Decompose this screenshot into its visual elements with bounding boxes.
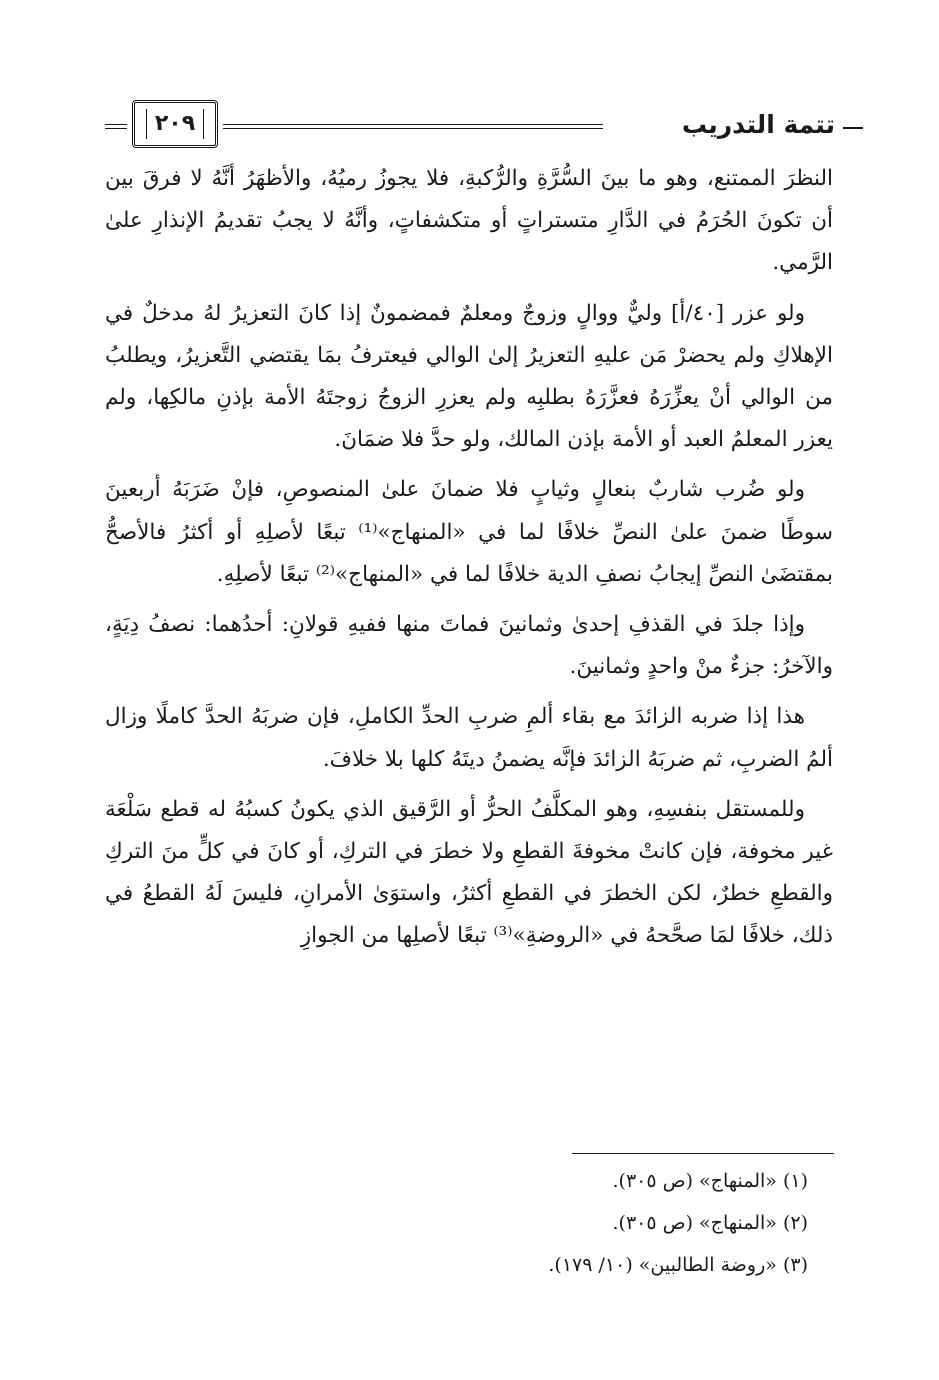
- page-header: [105, 96, 835, 156]
- paragraph: وإذا جلدَ في القذفِ إحدىٰ وثمانينَ فماتَ منها ففيهِ قولانِ: أحدُهما: نصفُ دِيَةٍ، والآخرُ: جزءٌ منْ واحدٍ وثمانينَ.: [105, 612, 833, 680]
- paragraph: هذا إذا ضربه الزائدَ مع بقاء ألمِ ضربِ الحدِّ الكاملِ، فإن ضربَهُ الحدَّ كاملًا وزال ألمُ الضربِ، ثم ضربَهُ الزائدَ فإنَّه يضمنُ ديتَهُ كلها بلا خلافَ.: [105, 704, 833, 772]
- footnote: (١) «المنهاج» (ص ٣٠٥).: [612, 1170, 808, 1192]
- header-rule: [223, 124, 603, 129]
- book-title: تتمة التدريب: [681, 110, 835, 139]
- title-dash: [843, 127, 863, 129]
- paragraph: النظرَ الممتنع، وهو ما بينَ السُّرَّةِ والرُّكبةِ، فلا يجوزُ رميُهُ، والأظهَرُ أنَّهُ لا فرقَ بين أن تكونَ الحُرَمُ في الدَّارِ متستراتٍ أو متكشفاتٍ، وأنَّهُ لا يجبُ تقديمُ الإنذارِ علىٰ الرَّمي.: [105, 166, 833, 276]
- main-text: [105, 158, 833, 966]
- footnotes: [106, 1160, 834, 1286]
- footnote: (٢) «المنهاج» (ص ٣٠٥).: [612, 1212, 808, 1234]
- footnote-separator: [572, 1153, 834, 1154]
- header-rule-left: [105, 124, 127, 129]
- paragraph: ولو ضُرب شاربٌ بنعالٍ وثيابٍ فلا ضمانَ علىٰ المنصوصِ، فإنْ ضَرَبَهُ أربعينَ سوطًا ضمنَ علىٰ النصِّ خلافًا لما في «المنهاج»⁽¹⁾ تبعًا لأصلِهِ أو أكثرُ فالأصحُّ بمقتضَىٰ النصِّ إيجابُ نصفِ الدية خلافًا لما في «المنهاج»⁽²⁾ تبعًا لأصلِهِ.: [105, 477, 833, 587]
- footnote: (٣) «روضة الطالبين» (١٠/ ١٧٩).: [548, 1254, 808, 1276]
- page-number: ٢٠٩: [146, 109, 204, 139]
- page-number-frame: [132, 100, 218, 148]
- paragraph: وللمستقل بنفسِهِ، وهو المكلَّفُ الحرُّ أو الرَّقيق الذي يكونُ كسبُهُ له قطع سَلْعَة غير مخوفة، فإن كانتْ مخوفةَ القطعِ ولا خطرَ في التركِ، أو كانَ في كلٍّ منَ التركِ والقطعِ خطرٌ، لكن الخطرَ في القطعِ أكثرُ، واستوَىٰ الأمرانِ، فليسَ لَهُ القطعُ في ذلك، خلافًا لمَا صحَّحهُ في «الروضةِ»⁽³⁾ تبعًا لأصلِها من الجوازِ: [105, 796, 833, 949]
- paragraph: ولو عزر [٤٠/أ] وليٌّ ووالٍ وزوجٌ ومعلمٌ فمضمونٌ إذا كانَ التعزيرُ لهُ مدخلٌ في الإهلاكِ ولم يحضرْ مَن عليهِ التعزيرُ إلىٰ الوالي فيعترفُ بمَا يقتضي التَّعزيرُ، ويطلبُ من الوالي أنْ يعزِّرَهُ فعزَّرَهُ بطلبِه ولم يعزرِ الزوجُ زوجتَهُ الأمة بإذنِ مالكِها، ولم يعزر المعلمُ العبد أو الأمة بإذن المالك، ولو حدَّ فلا ضمَانَ.: [105, 300, 833, 453]
